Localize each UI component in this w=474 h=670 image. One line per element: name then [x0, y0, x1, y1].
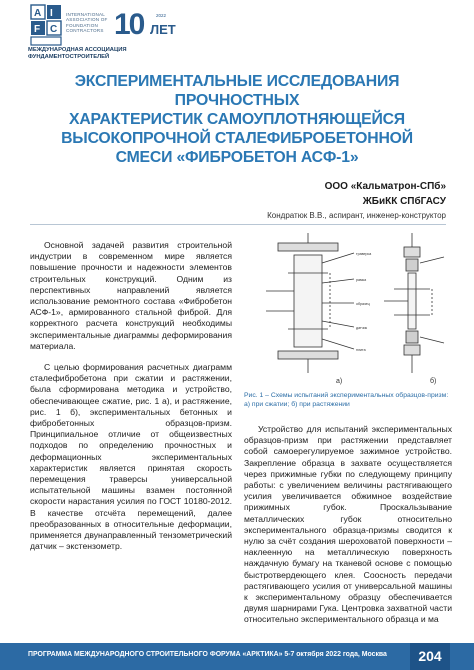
svg-text:образец: образец: [356, 302, 370, 306]
svg-text:A: A: [34, 8, 42, 19]
article-title: ЭКСПЕРИМЕНТАЛЬНЫЕ ИССЛЕДОВАНИЯ ПРОЧНОСТНЫХ ХАРАКТЕРИСТИК САМОУПЛОТНЯЮЩЕЙСЯ ВЫСОКОПРОЧНОЙ СТАЛЕФИБРОБЕТОННОЙ СМЕСИ «ФИБРОБЕТОН АСФ-1»: [61, 73, 413, 166]
right-column: [244, 424, 452, 626]
paragraph: С целью формирования расчетных диаграмм сталефибробетона при сжатии и растяжении, была сформирована методика и устройство, обеспечивающее сжатие, рис. 1 а), и растяжение, рис. 1 б), экспериментальных бетонных и фибробетонных образцов-призм. Принципиальное отличие от общеизвестных подходов по определению прочностных и деформационных экспериментальных характеристик является принятая скорость перемещения траверсы универсальной испытательной машины взамен постоянной скорости нарастания усилия по ГОСТ 10180-2012. В качестве отсчёта перемещений, далее преобразованных в относительные деформации, применяется двунаправленный тензометрический датчик – экстензометр.: [30, 362, 232, 552]
organization-1: ООО «Кальматрон-СПб»: [324, 181, 446, 192]
svg-text:датчик: датчик: [356, 326, 368, 330]
compression-scheme: [266, 233, 371, 373]
page-header: [0, 0, 474, 68]
association-logo-icon: [30, 4, 62, 46]
figure-caption: Рис. 1 – Схемы испытаний экспериментальных образцов-призм: а) при сжатии; б) при растяжении: [244, 392, 449, 408]
author-line: Кондратюк В.В., аспирант, инженер-конструктор: [267, 211, 446, 220]
svg-text:I: I: [50, 8, 53, 19]
anniversary-year: 2022: [156, 13, 167, 18]
svg-text:траверса: траверса: [356, 252, 372, 256]
footer-text: ПРОГРАММА МЕЖДУНАРОДНОГО СТРОИТЕЛЬНОГО ФОРУМА «АРКТИКА» 5-7 октября 2022 года, Москва: [28, 651, 387, 658]
figure-label-a: а): [336, 378, 343, 385]
test-scheme-figure: [244, 233, 452, 387]
svg-text:C: C: [50, 24, 58, 35]
paragraph: Устройство для испытаний экспериментальных образцов-призм при растяжении представляет собой самоерегулируемое зажимное устройство. Закрепление образца в захвате осуществляется через прижимные губки по следующему принципу работы: с увеличением величины растягивающего усилия увеличивается обжимное воздействие прижимных губок. Проскальзывание металлических губок относительно экспериментального образца-призмы сводится к нулю за счёт создания шероховатой поверхности – наклеенную на металлическую поверхность наждачную бумагу на тканевой основе с помощью быстротвердеющего клея. Соосность передачи растягивающего усилия от универсальной машины к экспериментальному образцу обеспечивается двумя шарнирами Гука. Центровка захватной части относительно экспериментального образца и ма: [244, 424, 452, 625]
association-name-ru: МЕЖДУНАРОДНАЯ АССОЦИАЦИЯ ФУНДАМЕНТОСТРОИТЕЛЕЙ: [28, 47, 127, 60]
divider: [30, 224, 446, 225]
association-name-en: INTERNATIONAL ASSOCIATION OF FOUNDATION CONTRACTORS: [66, 12, 108, 34]
svg-text:F: F: [34, 24, 41, 35]
anniversary-number: 10: [114, 8, 144, 41]
tension-scheme: [384, 233, 444, 373]
left-column: [30, 240, 232, 552]
figure-label-b: б): [430, 378, 437, 385]
paragraph: Основной задачей развития строительной индустрии в современном мире является повышение прочности и надежности элементов строительных конструкций. Одним из перспективных направлений является использование ремонтного состава «Фибробетон АСФ-1», армированного стальной фиброй. Для корректного расчета конструкций необходимы экспериментальные диаграммы деформирования материала.: [30, 240, 232, 351]
svg-text:плита: плита: [356, 348, 366, 352]
anniversary-word: ЛЕТ: [150, 22, 176, 37]
organization-2: ЖБиКК СПбГАСУ: [362, 196, 446, 207]
svg-text:рамка: рамка: [356, 278, 367, 282]
page-number: 204: [410, 643, 450, 670]
